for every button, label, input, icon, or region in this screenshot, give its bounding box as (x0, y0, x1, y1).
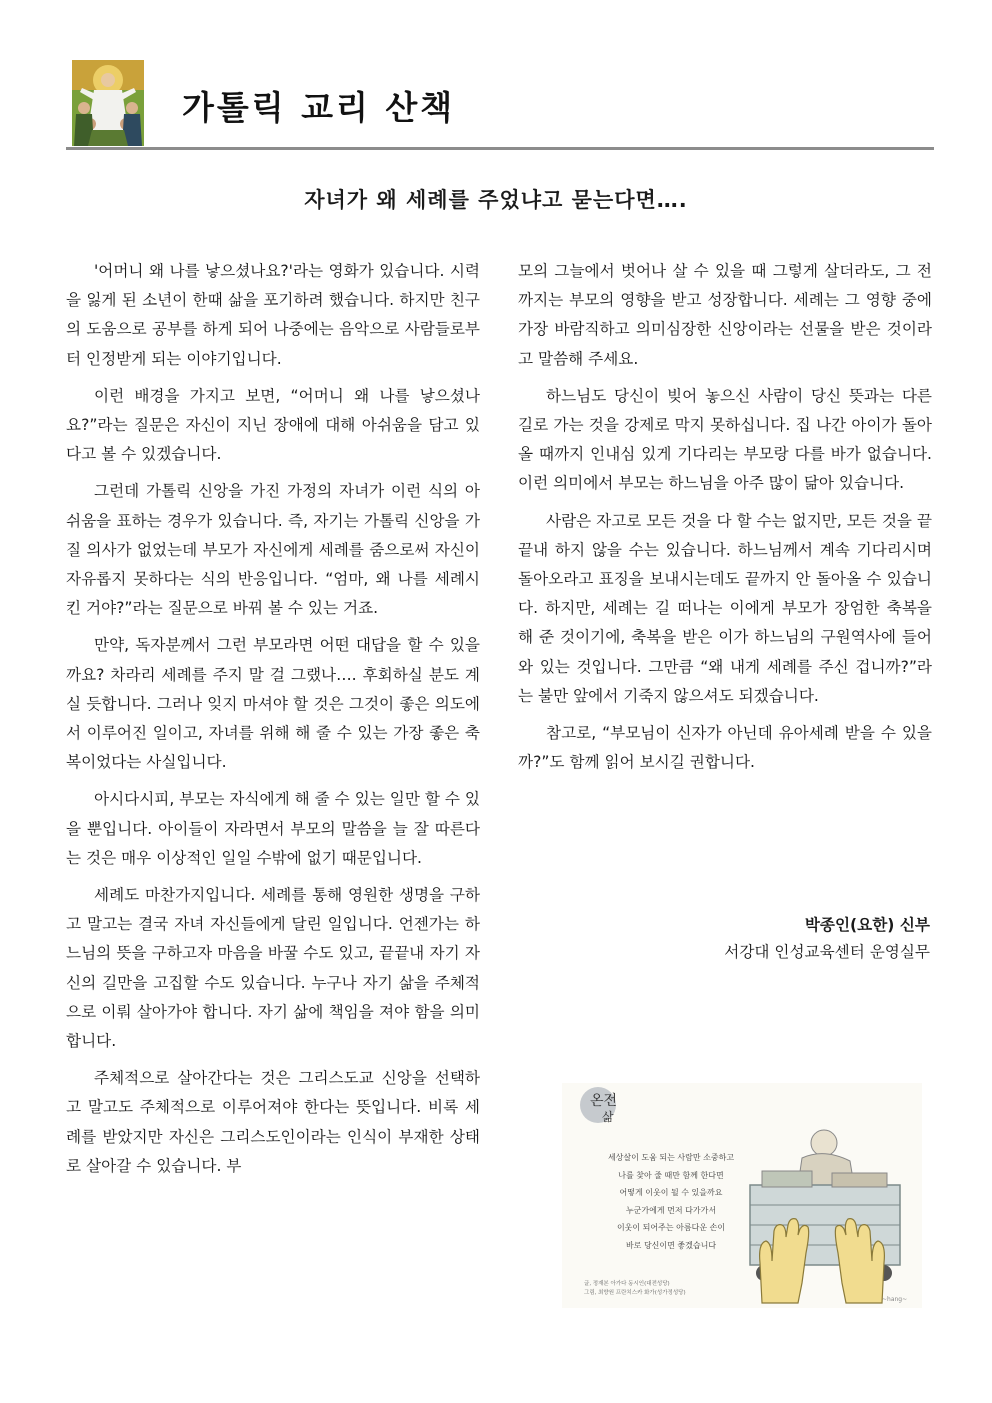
poem-line: 바로 당신이면 좋겠습니다 (625, 1240, 717, 1250)
poem-line: 어떻게 이웃이 될 수 있을까요 (619, 1188, 723, 1197)
article-title: 자녀가 왜 세례를 주었냐고 묻는다면…. (304, 188, 688, 212)
paragraph: 만약, 독자분께서 그런 부모라면 어떤 대답을 할 수 있을까요? 차라리 세례를 주지 말 걸 그랬나…. 후회하실 분도 계실 듯합니다. 그러나 잊지 마셔야 할 것은 그것이 좋은 의도에서 이루어진 일이고, 자녀를 위해 해 줄 수 있는 가장 좋은 축복이었다는 사실입니다. (66, 636, 480, 772)
paragraph: 참고로, “부모님이 신자가 아닌데 유아세례 받을 수 있을까?”도 함께 읽어 보시길 권합니다. (518, 724, 932, 772)
author-role: 서강대 인성교육센터 운영실무 (724, 943, 930, 961)
paragraph: 그런데 가톨릭 신앙을 가진 가정의 자녀가 이런 식의 아쉬움을 표하는 경우가 있습니다. 즉, 자기는 가톨릭 신앙을 가질 의사가 없었는데 부모가 자신에게 세례를 줌으로써 자신이 자유롭지 못하다는 식의 반응입니다. “엄마, 왜 나를 세례시킨 거야?”라는 질문으로 바꿔 볼 수 있는 거죠. (66, 482, 480, 618)
paragraph: 모의 그늘에서 벗어나 살 수 있을 때 그렇게 살더라도, 그 전까지는 부모의 영향을 받고 성장합니다. 세례는 그 영향 중에 가장 바람직하고 의미심장한 신앙이라는 선물을 받은 것이라고 말씀해 주세요. (518, 262, 932, 368)
praying-hands-illustration (732, 1113, 917, 1308)
author-name: 박종인(요한) 신부 (804, 916, 930, 934)
author-block (724, 912, 930, 966)
poem-line: 이웃이 되어주는 아름다운 손이 (616, 1223, 726, 1232)
header-divider (66, 147, 934, 150)
article-left-column (66, 257, 480, 1189)
paragraph: 주체적으로 살아간다는 것은 그리스도교 신앙을 선택하고 말고도 주체적으로 이루어져야 한다는 뜻입니다. 비록 세례를 받았지만 자신은 그리스도인이라는 인식이 부재한 상태로 살아갈 수 있습니다. 부 (66, 1069, 480, 1175)
poem-line: 나를 찾아 줄 때만 함께 한다면 (618, 1170, 724, 1180)
paragraph: 세례도 마찬가지입니다. 세례를 통해 영원한 생명을 구하고 말고는 결국 자녀 자신들에게 달린 일입니다. 언젠가는 하느님의 뜻을 구하고자 마음을 바꿀 수도 있고, 끝끝내 자기 자신의 길만을 고집할 수도 있습니다. 누구나 자기 삶을 주체적으로 이뤄 살아가야 합니다. 자기 삶에 책임을 져야 함을 의미합니다. (66, 886, 480, 1051)
article-right-column (518, 257, 932, 785)
paragraph: 아시다시피, 부모는 자식에게 해 줄 수 있는 일만 할 수 있을 뿐입니다. 아이들이 자라면서 부모의 말씀을 늘 잘 따른다는 것은 매우 이상적인 일일 수밖에 없기 때문입니다. (66, 790, 480, 867)
artwork-logo-text: 온전 (590, 1093, 618, 1109)
paragraph: 하느님도 당신이 빚어 놓으신 사람이 당신 뜻과는 다른 길로 가는 것을 강제로 막지 못하십니다. 집 나간 아이가 돌아올 때까지 인내심 있게 기다리는 부모랑 다를 바가 없습니다. 이런 의미에서 부모는 하느님을 아주 많이 닮아 있습니다. (518, 386, 932, 493)
poem-illustration (562, 1083, 922, 1308)
svg-text:삶: 삶 (602, 1110, 614, 1124)
page-title: 가톨릭 교리 산책 (182, 88, 456, 127)
poem-line: 누군가에게 먼저 다가가서 (625, 1205, 717, 1215)
artist-signature: ~hang~ (882, 1296, 908, 1303)
poem-line: 세상살이 도움 되는 사람만 소중하고 (607, 1153, 735, 1162)
artwork-credit-line: 그림, 최향원 프란치스카 화가(성가정성당) (584, 1290, 686, 1296)
artwork-credit-line: 글, 정재본 아가다 동시인(대전성당) (584, 1281, 670, 1287)
paragraph: 사람은 자고로 모든 것을 다 할 수는 없지만, 모든 것을 끝끝내 하지 않을 수는 있습니다. 하느님께서 계속 기다리시며 돌아오라고 표징을 보내시는데도 끝까지 안 돌아올 수 있습니다. 하지만, 세례는 길 떠나는 이에게 부모가 장엄한 축복을 해 준 것이기에, 축복을 받은 이가 하느님의 구원역사에 들어와 있는 것입니다. 그만큼 “왜 내게 세례를 주신 겁니까?”라는 불만 앞에서 기죽지 않으셔도 되겠습니다. (518, 511, 932, 705)
jesus-with-disciples-icon (72, 60, 144, 146)
paragraph: 이런 배경을 가지고 보면, “어머니 왜 나를 낳으셨나요?”라는 질문은 자신이 지닌 장애에 대해 아쉬움을 담고 있다고 볼 수 있겠습니다. (66, 386, 480, 464)
logo-illustration (72, 60, 144, 146)
paragraph: '어머니 왜 나를 낳으셨나요?'라는 영화가 있습니다. 시력을 잃게 된 소년이 한때 삶을 포기하려 했습니다. 하지만 친구의 도움으로 공부를 하게 되어 나중에는 음악으로 사람들로부터 인정받게 되는 이야기입니다. (66, 262, 480, 368)
